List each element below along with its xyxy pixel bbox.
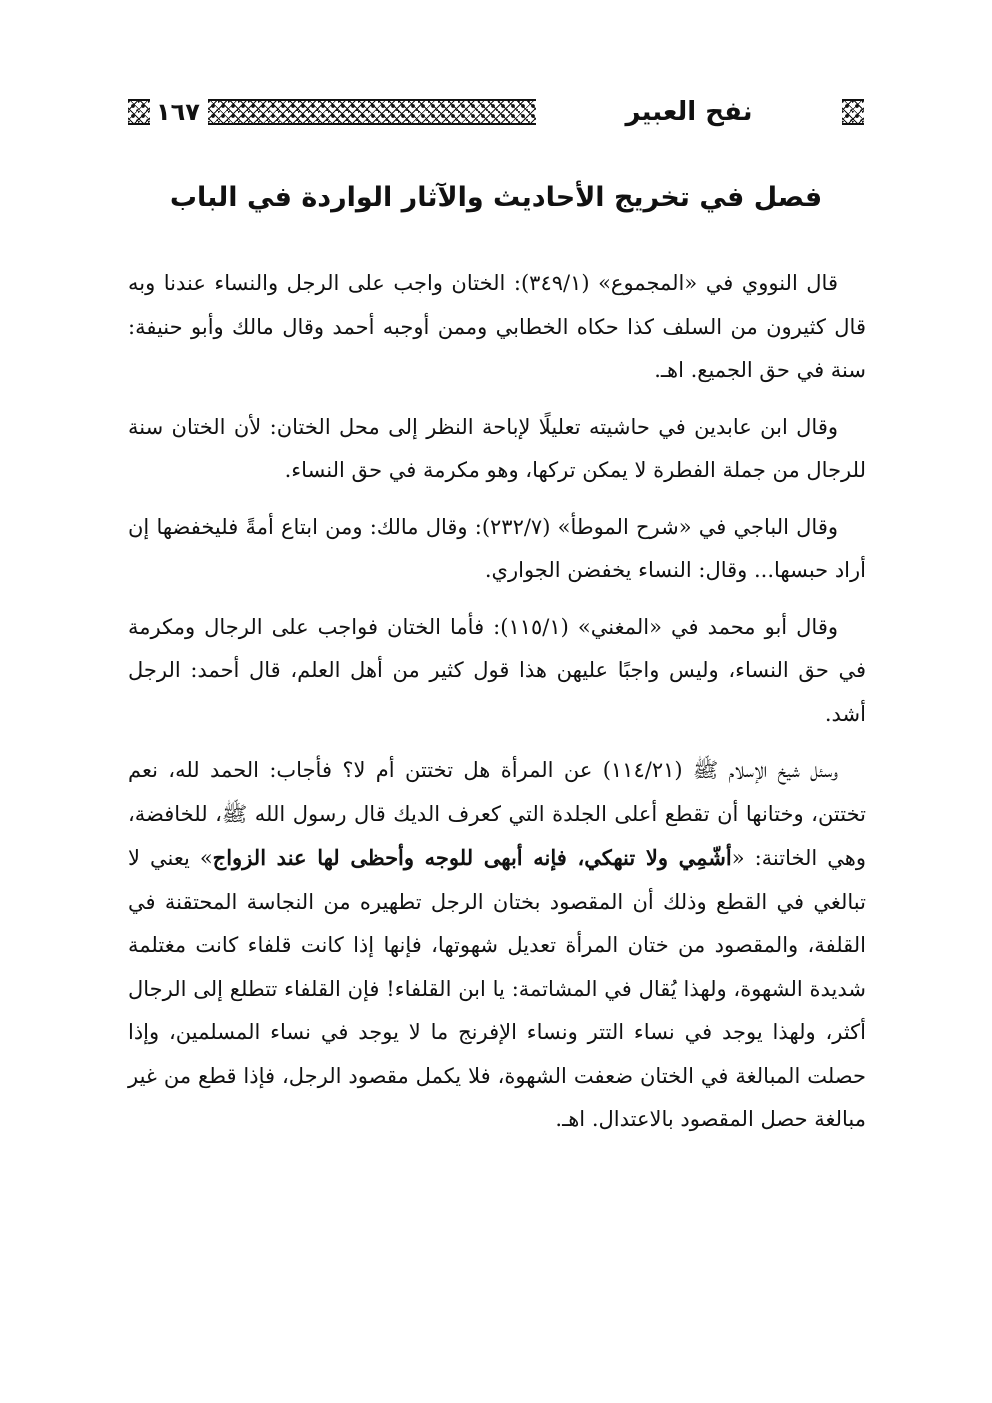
paragraph-mughni: وقال أبو محمد في «المغني» (١١٥/١): فأما الختان فواجب على الرجال ومكرمة في حق النساء، وليس واجبًا عليهن هذا قول كثير من أهل العلم، قال أحمد: الرجل أشد. [128,614,866,726]
header-ornament-band [208,99,536,125]
header-ornament-left [128,99,150,125]
hadith-quote: أشّمِي ولا تنهكي، فإنه أبهى للوجه وأحظى لها عند الزواج [212,845,732,870]
header-ornament-right [842,99,864,125]
page-number: ١٦٧ [156,98,200,126]
book-title: نفح العبير [625,97,753,127]
chapter-title: فصل في تخريج الأحاديث والآثار الواردة في الباب [169,182,823,213]
paragraph-ibn-abidin: وقال ابن عابدين في حاشيته تعليلًا لإباحة النظر إلى محل الختان: لأن الختان سنة للرجال من جملة الفطرة لا يمكن تركها، وهو مكرمة في حق النساء. [128,414,866,482]
paragraph-text-before-quote: وسئل شيخ الإسلام ﷺ (١١٤/٢١) عن المرأة هل تختتن أم لا؟ فأجاب: الحمد لله، نعم تختتن، وختانها أن تقطع أعلى الجلدة التي كعرف الديك قال رسول الله ﷺ، للخافضة، وهي الخاتنة: « [128,758,866,870]
body-text [128,262,866,1142]
paragraph-baji: وقال الباجي في «شرح الموطأ» (٢٣٢/٧): وقال مالك: ومن ابتاع أمةً فليخفضها إن أراد حبسها... وقال: النساء يخفضن الجواري. [128,514,866,582]
paragraph-text-after-quote: » يعني لا تبالغي في القطع وذلك أن المقصود بختان الرجل تطهيره من النجاسة المحتقنة في القلفة، والمقصود من ختان المرأة تعديل شهوتها، فإنها إذا كانت قلفاء كانت مغتلمة شديدة الشهوة، ولهذا يُقال في المشاتمة: يا ابن القلفاء! فإن القلفاء تتطلع إلى الرجال أكثر، ولهذا يوجد في نساء التتر ونساء الإفرنج ما لا يوجد في نساء المسلمين، وإذا حصلت المبالغة في الختان ضعفت الشهوة، فلا يكمل مقصود الرجل، فإذا قطع من غير مبالغة حصل المقصود بالاعتدال. اهـ. [128,846,867,1131]
paragraph-nawawi: قال النووي في «المجموع» (٣٤٩/١): الختان واجب على الرجل والنساء عندنا وبه قال كثيرون من السلف كذا حكاه الخطابي وممن أوجبه أحمد وقال مالك وأبو حنيفة: سنة في حق الجميع. اهـ. [128,271,866,382]
running-header [128,90,864,134]
paragraph-shaykh-al-islam [128,749,866,1142]
